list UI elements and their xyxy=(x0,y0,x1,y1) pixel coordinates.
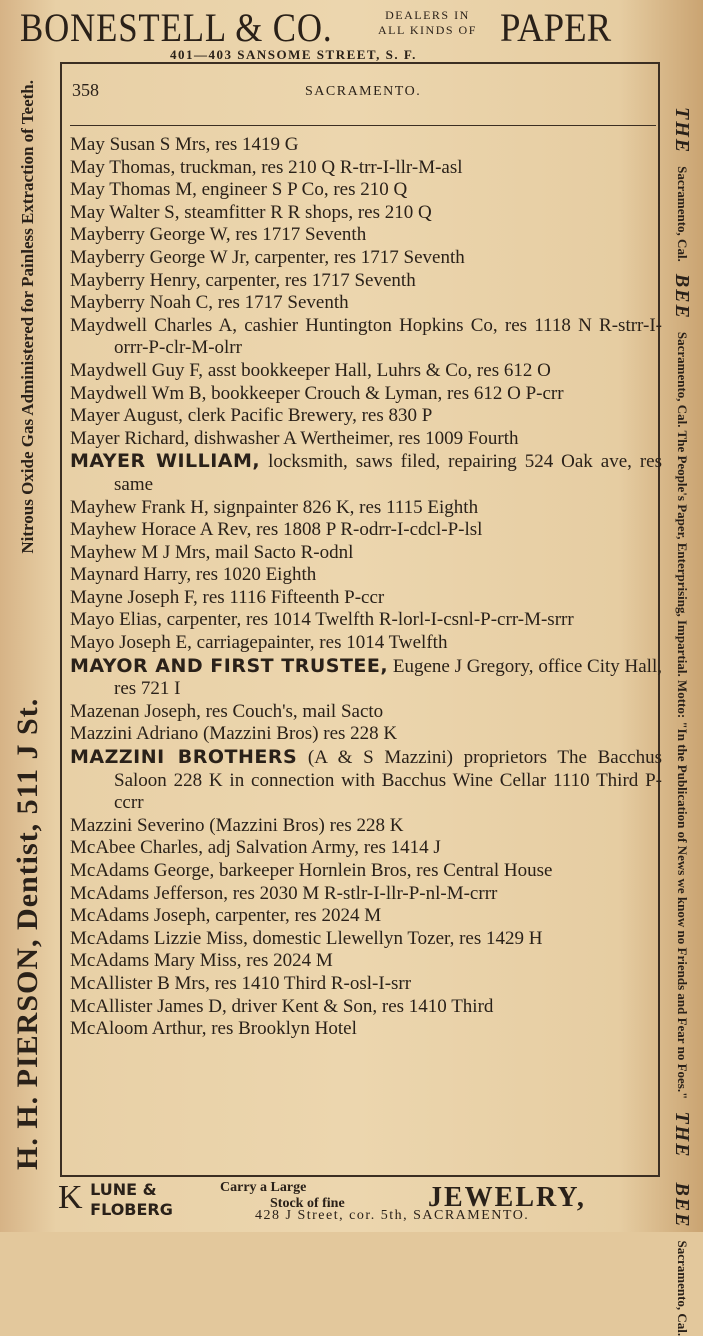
entry-name: McAllister James D, xyxy=(70,995,227,1017)
entry-detail: dishwasher A Wertheimer, res 1009 Fourth xyxy=(189,427,519,449)
entry-detail: res 1020 Eighth xyxy=(191,564,317,586)
entry-detail: res Brooklyn Hotel xyxy=(206,1018,357,1040)
directory-entry xyxy=(70,701,662,724)
right-ad-title-2: THE xyxy=(671,1111,694,1159)
directory-entry xyxy=(70,179,662,202)
entry-detail: steamfitter R R shops, res 210 Q xyxy=(179,201,432,223)
entry-name: Mayo Joseph E, xyxy=(70,632,192,654)
entry-detail: res 1717 Seventh xyxy=(230,224,367,246)
entry-name: May Walter S, xyxy=(70,201,180,223)
right-ad-text: Sacramento, Cal. The People's Paper, Enterprising, Impartial. Motto: "In the Publication of News we know no Friends and Fear no Foes." xyxy=(675,331,690,1100)
entry-name: Maydwell Wm B, xyxy=(70,382,207,404)
directory-entry xyxy=(70,632,662,655)
entry-detail: Eugene J Gregory, office City Hall, res 721 I xyxy=(114,655,662,700)
directory-entry xyxy=(70,542,662,565)
entry-name: Mazzini Severino xyxy=(70,814,205,836)
directory-entry xyxy=(70,973,662,996)
entry-detail: carpenter, res 1014 Twelfth R-lorl-I-csnl-P-crr-M-srrr xyxy=(161,609,574,631)
directory-entry xyxy=(70,428,662,451)
entry-detail: res 1419 G xyxy=(210,134,299,155)
entry-detail: (A & S Mazzini) proprietors The Bacchus Saloon 228 K in connection with Bacchus Wine Cellar 1110 Third P-ccrr xyxy=(114,747,662,814)
entry-detail: asst bookkeeper Hall, Luhrs & Co, res 612 O xyxy=(203,359,551,381)
entry-name: Mazzini Adriano xyxy=(70,723,199,745)
entry-detail: cashier Huntington Hopkins Co, res 1118 N R-strr-I-orrr-P-clr-M-olrr xyxy=(114,314,662,359)
entry-name: Mayer Richard, xyxy=(70,427,190,449)
directory-entry xyxy=(70,247,662,270)
right-ad-bee-1: BEE xyxy=(671,273,694,320)
advertiser-address: 401—403 SANSOME STREET, S. F. xyxy=(170,47,417,62)
entry-detail: carpenter, res 1717 Seventh xyxy=(200,269,416,291)
entry-name: Maydwell Charles A, xyxy=(70,314,237,336)
directory-entry xyxy=(70,224,662,247)
entry-detail: mail Sacto R-odnl xyxy=(210,541,354,563)
directory-entries xyxy=(70,134,662,1041)
entry-detail: res 1116 Fifteenth P-ccr xyxy=(197,586,385,608)
entry-name: Mazenan Joseph, xyxy=(70,700,201,722)
bottom-advertisement xyxy=(0,1178,703,1232)
entry-detail: res 1410 Third R-osl-I-srr xyxy=(209,972,412,994)
entry-name: McAdams Joseph, xyxy=(70,905,211,927)
right-ad-city-1: Sacramento, Cal. xyxy=(675,166,690,262)
entry-detail: clerk Pacific Brewery, res 830 P xyxy=(182,405,433,427)
directory-entry xyxy=(70,587,662,610)
directory-entry xyxy=(70,270,662,293)
advertiser-name: BONESTELL & CO. xyxy=(20,5,333,50)
directory-entry xyxy=(70,315,662,360)
directory-entry xyxy=(70,860,662,883)
right-ad-title-1: THE xyxy=(671,107,694,155)
header-rule xyxy=(70,125,656,126)
entry-name: MAYOR AND FIRST TRUSTEE, xyxy=(70,654,389,677)
entry-detail: res Couch's, mail Sacto xyxy=(200,700,384,722)
directory-entry xyxy=(70,723,662,746)
entry-name: Maydwell Guy F, xyxy=(70,359,204,381)
entry-name: McAbee Charles, xyxy=(70,837,203,859)
directory-entry xyxy=(70,746,662,815)
entry-detail: res 1717 Seventh xyxy=(213,292,349,314)
left-ad-sub: Nitrous Oxide Gas Administered for Painless Extraction of Teeth. xyxy=(18,80,37,554)
entry-name: Mayhew Frank H, xyxy=(70,496,209,518)
right-margin-advertisement xyxy=(662,95,703,1336)
directory-entry xyxy=(70,815,662,838)
entry-name: McAdams George, xyxy=(70,860,215,881)
entry-name: MAZZINI BROTHERS xyxy=(70,746,298,769)
directory-entry xyxy=(70,837,662,860)
directory-entry xyxy=(70,202,662,225)
entry-name: Maynard Harry, xyxy=(70,564,192,586)
bottom-advertiser-address: 428 J Street, cor. 5th, SACRAMENTO. xyxy=(255,1208,530,1223)
directory-entry xyxy=(70,450,662,496)
entry-detail: carpenter, res 2024 M xyxy=(210,905,382,927)
directory-entry xyxy=(70,950,662,973)
entry-name: Mayberry Henry, xyxy=(70,269,201,291)
directory-entry xyxy=(70,883,662,906)
bottom-advertised-product: JEWELRY, xyxy=(428,1182,586,1213)
entry-name: Mayo Elias, xyxy=(70,609,162,631)
entry-name: McAdams Jefferson, xyxy=(70,882,228,904)
entry-name: Mayer August, xyxy=(70,405,183,427)
entry-name: McAloom Arthur, xyxy=(70,1018,207,1040)
entry-detail: barkeeper Hornlein Bros, res Central House xyxy=(214,860,553,881)
entry-name: MAYER WILLIAM, xyxy=(70,450,261,473)
directory-entry xyxy=(70,360,662,383)
entry-name: McAdams Mary Miss, xyxy=(70,950,242,972)
frame-top-rule xyxy=(60,62,660,64)
running-head: SACRAMENTO. xyxy=(305,84,422,99)
entry-detail: res 2030 M R-stlr-I-llr-P-nl-M-crrr xyxy=(227,882,498,904)
entry-detail: (Mazzini Bros) res 228 K xyxy=(198,723,398,745)
directory-entry xyxy=(70,905,662,928)
directory-entry xyxy=(70,996,662,1019)
directory-entry xyxy=(70,519,662,542)
entry-detail: res 1808 P R-odrr-I-cdcl-P-lsl xyxy=(251,519,483,541)
directory-entry xyxy=(70,383,662,406)
entry-name: McAdams Lizzie Miss, xyxy=(70,927,248,949)
directory-entry xyxy=(70,157,662,180)
entry-detail: driver Kent & Son, res 1410 Third xyxy=(226,995,494,1017)
entry-detail: bookkeeper Crouch & Lyman, res 612 O P-crr xyxy=(206,382,564,404)
entry-detail: truckman, res 210 Q R-trr-I-llr-M-asl xyxy=(175,156,463,178)
entry-detail: signpainter 826 K, res 1115 Eighth xyxy=(208,496,479,518)
left-margin-advertisement xyxy=(0,60,56,1180)
frame-left-rule xyxy=(60,62,62,1177)
entry-name: May Thomas, xyxy=(70,156,176,178)
entry-name: Mayberry George W Jr, xyxy=(70,246,250,268)
entry-detail: carpenter, res 1717 Seventh xyxy=(249,246,465,268)
entry-name: May Thomas M, xyxy=(70,179,197,201)
right-ad-bee-2: BEE xyxy=(671,1182,694,1229)
entry-detail: res 2024 M xyxy=(241,950,333,972)
bottom-advertiser-tagline: Carry a Large Stock of fine xyxy=(220,1180,345,1211)
entry-detail: engineer S P Co, res 210 Q xyxy=(196,179,408,201)
entry-name: Mayhew M J Mrs, xyxy=(70,541,211,563)
directory-entry xyxy=(70,497,662,520)
advertiser-tagline: DEALERS IN ALL KINDS OF xyxy=(378,8,477,37)
entry-name: McAllister B Mrs, xyxy=(70,972,210,994)
entry-detail: domestic Llewellyn Tozer, res 1429 H xyxy=(247,927,543,949)
entry-name: Mayberry Noah C, xyxy=(70,292,213,314)
directory-entry xyxy=(70,655,662,701)
directory-entry xyxy=(70,292,662,315)
directory-entry xyxy=(70,134,662,157)
left-ad-main: H. H. PIERSON, Dentist, 511 J St. xyxy=(11,697,44,1170)
entry-detail: adj Salvation Army, res 1414 J xyxy=(202,837,441,859)
directory-entry xyxy=(70,1018,662,1041)
directory-entry xyxy=(70,564,662,587)
entry-detail: carriagepainter, res 1014 Twelfth xyxy=(191,632,448,654)
entry-detail: locksmith, saws filed, repairing 524 Oak ave, res same xyxy=(114,451,662,495)
entry-detail: (Mazzini Bros) res 228 K xyxy=(204,814,404,836)
page-number: 358 xyxy=(72,80,99,100)
entry-name: Mayberry George W, xyxy=(70,224,231,246)
entry-name: May Susan S Mrs, xyxy=(70,134,211,155)
bottom-advertiser-name: K LUNE & FLOBERG xyxy=(58,1179,173,1219)
entry-name: Mayhew Horace A Rev, xyxy=(70,519,252,541)
entry-name: Mayne Joseph F, xyxy=(70,586,198,608)
right-ad-city-2: Sacramento, Cal. xyxy=(675,1240,690,1336)
top-advertisement xyxy=(0,0,703,64)
frame-bottom-rule xyxy=(60,1175,660,1177)
advertised-product: PAPER xyxy=(500,5,612,50)
directory-entry xyxy=(70,405,662,428)
directory-entry xyxy=(70,609,662,632)
directory-entry xyxy=(70,928,662,951)
